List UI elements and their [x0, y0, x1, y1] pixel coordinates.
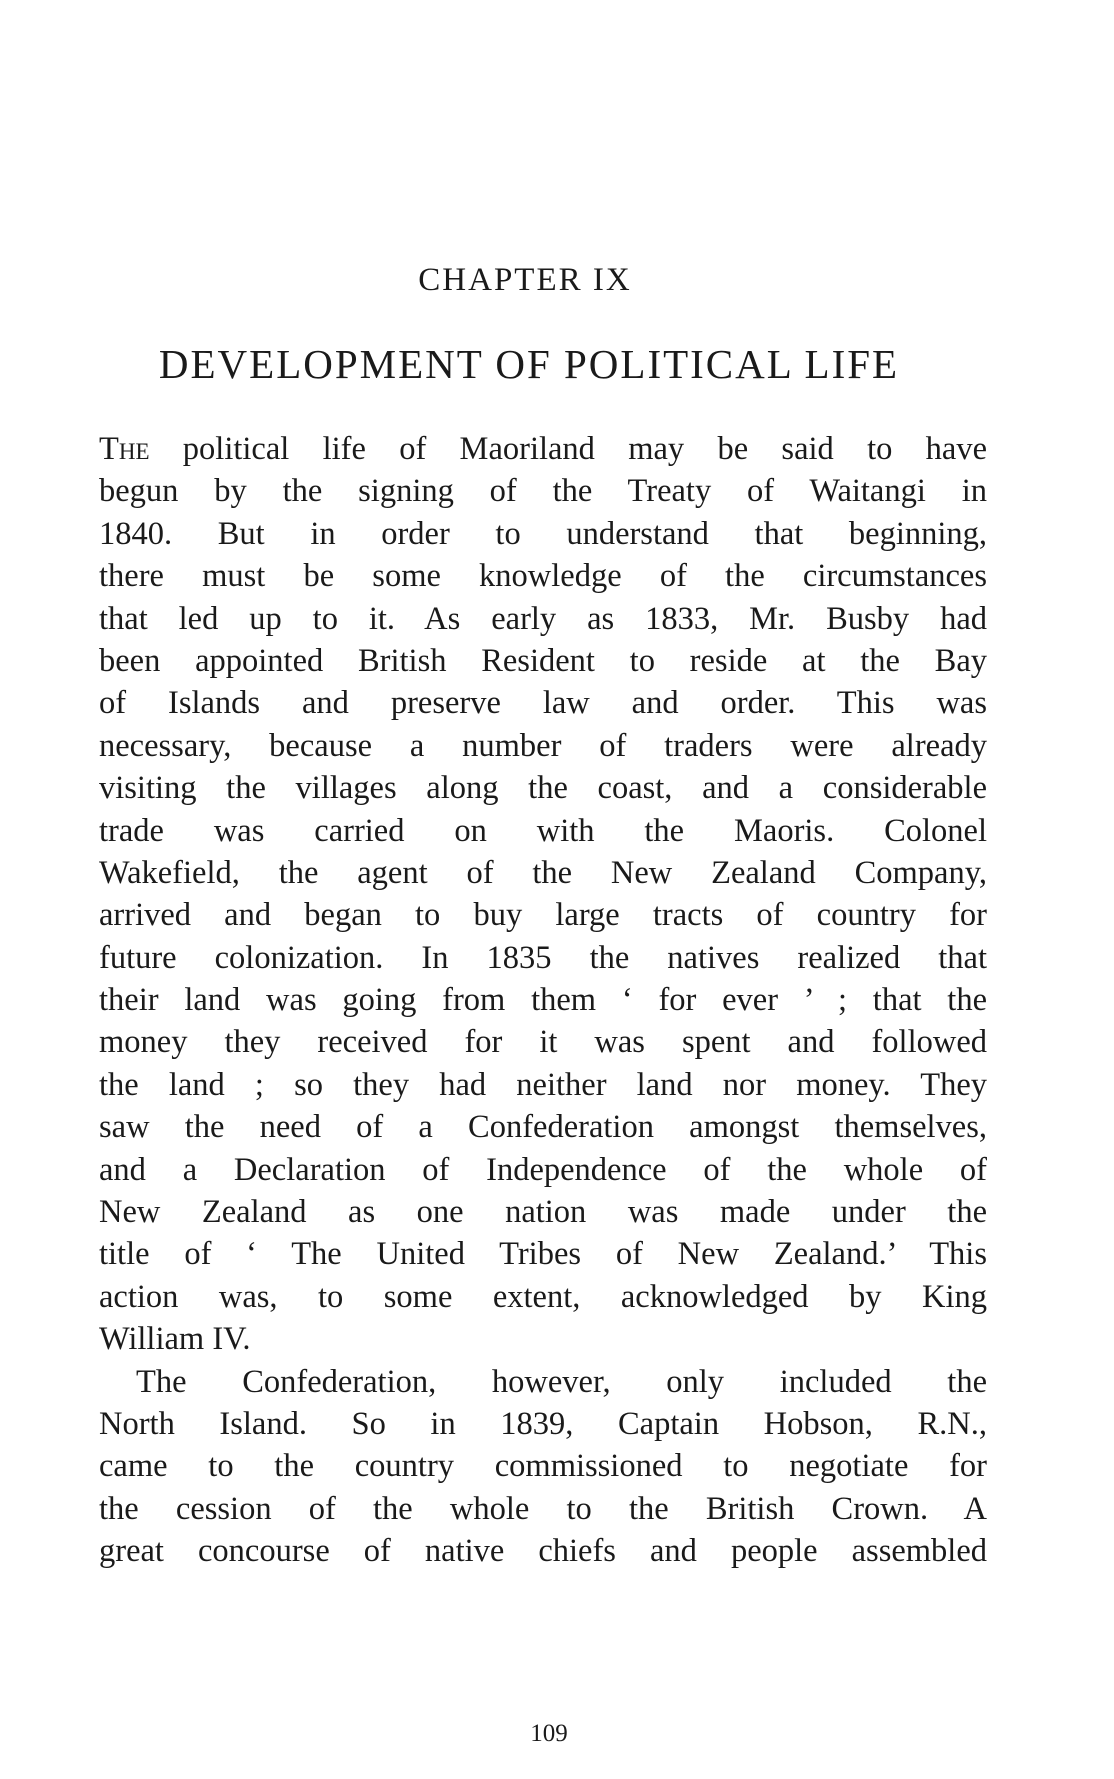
text-line: there must be some knowledge of the circumstances	[99, 558, 987, 595]
text-line: their land was going from them ‘ for ever ’ ; that the	[99, 982, 987, 1019]
text-line: visiting the villages along the coast, and a considerable	[99, 770, 987, 807]
text-line: The political life of Maoriland may be said to have	[99, 431, 987, 467]
text-line: the land ; so they had neither land nor money. They	[99, 1066, 987, 1103]
page-number: 109	[530, 1720, 568, 1747]
text-line: begun by the signing of the Treaty of Waitangi in	[99, 473, 987, 510]
text-line: 1840. But in order to understand that beginning,	[99, 515, 987, 552]
chapter-number: CHAPTER IX	[418, 262, 632, 298]
text-line: that led up to it. As early as 1833, Mr. Busby had	[99, 600, 987, 637]
text-line: the cession of the whole to the British Crown. A	[99, 1490, 987, 1527]
text-line: came to the country commissioned to negotiate for	[99, 1448, 987, 1485]
text-line: arrived and began to buy large tracts of country for	[99, 897, 987, 934]
text-line: great concourse of native chiefs and people assembled	[99, 1533, 987, 1570]
body-text	[99, 428, 987, 1573]
text-line: been appointed British Resident to reside at the Bay	[99, 642, 987, 679]
text-line: necessary, because a number of traders were already	[99, 727, 987, 764]
text-line: money they received for it was spent and followed	[99, 1024, 987, 1061]
text-line: of Islands and preserve law and order. This was	[99, 685, 987, 722]
text-line: New Zealand as one nation was made under the	[99, 1194, 987, 1231]
text-line: title of ‘ The United Tribes of New Zealand.’ This	[99, 1236, 987, 1273]
text-line: saw the need of a Confederation amongst themselves,	[99, 1109, 987, 1146]
text-line: The Confederation, however, only included the	[136, 1363, 987, 1400]
text-line: future colonization. In 1835 the natives realized that	[99, 939, 987, 976]
text-line: William IV.	[99, 1321, 251, 1358]
chapter-title: DEVELOPMENT OF POLITICAL LIFE	[158, 341, 900, 387]
text-line: trade was carried on with the Maoris. Colonel	[99, 812, 987, 849]
text-line: action was, to some extent, acknowledged by King	[99, 1278, 987, 1315]
opening-word: The	[99, 431, 150, 467]
text-line: North Island. So in 1839, Captain Hobson, R.N.,	[99, 1405, 987, 1442]
text-line: and a Declaration of Independence of the whole of	[99, 1151, 987, 1188]
text-line: Wakefield, the agent of the New Zealand Company,	[99, 854, 987, 891]
